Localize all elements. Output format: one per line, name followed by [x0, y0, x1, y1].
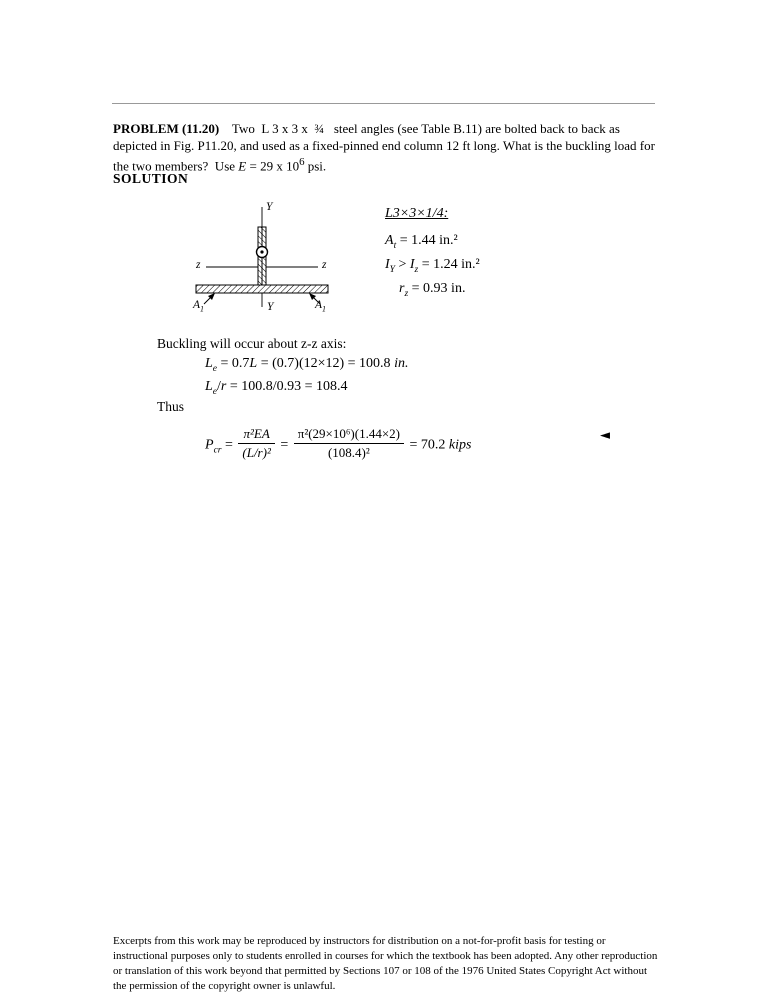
- radius-sub: z: [404, 288, 409, 299]
- top-divider-rule: [112, 103, 655, 104]
- inertia-sub1: Y: [389, 264, 395, 275]
- inertia-value: = 1.24 in.²: [418, 257, 480, 272]
- inertia-equation: [385, 257, 480, 275]
- radius-var: r: [399, 281, 405, 296]
- pcr-eq1: =: [221, 437, 237, 453]
- y-axis-label-bottom: Y: [267, 301, 274, 313]
- inertia-var2: I: [409, 257, 415, 272]
- le-var2: L: [249, 356, 258, 371]
- radius-equation: [399, 281, 465, 299]
- problem-text-3: psi.: [304, 158, 327, 174]
- a1-label-right: [315, 299, 326, 313]
- radius-value: = 0.93 in.: [408, 281, 466, 296]
- effective-length-equation: [205, 356, 408, 374]
- cross-section-figure: [190, 202, 340, 317]
- pcr-unit: kips: [448, 437, 472, 453]
- area-equation: [385, 233, 458, 251]
- le-var: L: [205, 356, 213, 371]
- pcr-numeric-fraction: [294, 426, 404, 461]
- a1-right-sub: 1: [322, 304, 327, 314]
- a1-left-sub: 1: [200, 304, 205, 314]
- problem-text-2: = 29 x 10: [246, 158, 300, 174]
- ler-var: L: [205, 379, 213, 394]
- ler-var2: r: [220, 379, 227, 394]
- a1-right-base: A: [315, 299, 323, 311]
- le-value: = (0.7)(12×12) = 100.8: [257, 356, 395, 371]
- thus-text: Thus: [157, 399, 184, 414]
- area-var: A: [385, 233, 394, 248]
- solution-heading: SOLUTION: [113, 171, 189, 186]
- pcr-frac2-den: (108.4)²: [327, 445, 370, 460]
- copyright-footer: Excerpts from this work may be reproduced by instructors for distribution on a not-for-profit basis for testing or instructional purposes only to students enrolled in courses for which the textbook has been adopted. Any other reproduction or translation of this work beyond that permitted by Sections 107 or 108 of the 1976 United States Copyright Act without the permission of the copyright owner is unlawful.: [113, 935, 658, 992]
- ler-value: = 100.8/0.93 = 108.4: [226, 379, 348, 394]
- buckling-intro: Buckling will occur about z-z axis:: [157, 336, 347, 351]
- pcr-eq2: =: [276, 437, 292, 453]
- le-unit: in.: [394, 356, 409, 371]
- ler-mid: /: [217, 379, 221, 394]
- ler-sub: e: [212, 386, 218, 397]
- section-properties-title: [385, 206, 448, 222]
- z-axis-label-left: z: [196, 259, 201, 271]
- bolt-center-dot: [260, 250, 263, 253]
- inertia-var1: I: [385, 257, 390, 272]
- problem-statement: [113, 121, 661, 175]
- pcr-result: = 70.2: [406, 437, 449, 453]
- answer-pointer-icon: ◄: [600, 428, 610, 443]
- inertia-mid: >: [394, 257, 410, 272]
- problem-label: PROBLEM (11.20): [113, 121, 220, 136]
- pcr-var: P: [205, 437, 214, 453]
- inertia-sub2: z: [414, 264, 419, 275]
- y-axis-label-top: Y: [266, 201, 273, 213]
- pcr-symbolic-fraction: [238, 426, 274, 461]
- le-sub: e: [212, 363, 218, 374]
- problem-text: Two L 3 x 3 x ¾ steel angles (see Table B.11) are bolted back to back as depicted in Fig. P11.20, and used as a fixed-pinned end column 12 ft long. What is the buckling load for the two members? Use: [113, 121, 662, 174]
- slenderness-equation: [205, 379, 348, 397]
- area-value: = 1.44 in.²: [396, 233, 458, 248]
- pcr-frac1-den: (L/r)²: [242, 445, 271, 460]
- problem-exponent: 6: [299, 156, 305, 168]
- pcr-frac2-num: π²(29×10⁶)(1.44×2): [294, 426, 404, 444]
- a1-label-left: [193, 299, 204, 313]
- critical-load-equation: [205, 428, 471, 463]
- area-sub: t: [393, 240, 397, 251]
- le-mid: = 0.7: [217, 356, 250, 371]
- pcr-sub: cr: [213, 445, 222, 456]
- angle-flange: [196, 285, 328, 293]
- problem-E-var: E: [238, 158, 247, 174]
- section-designation: L3×3×1/4:: [385, 206, 449, 221]
- z-axis-label-right: z: [322, 259, 327, 271]
- a1-left-base: A: [193, 299, 201, 311]
- pcr-frac1-num: π²EA: [238, 426, 274, 444]
